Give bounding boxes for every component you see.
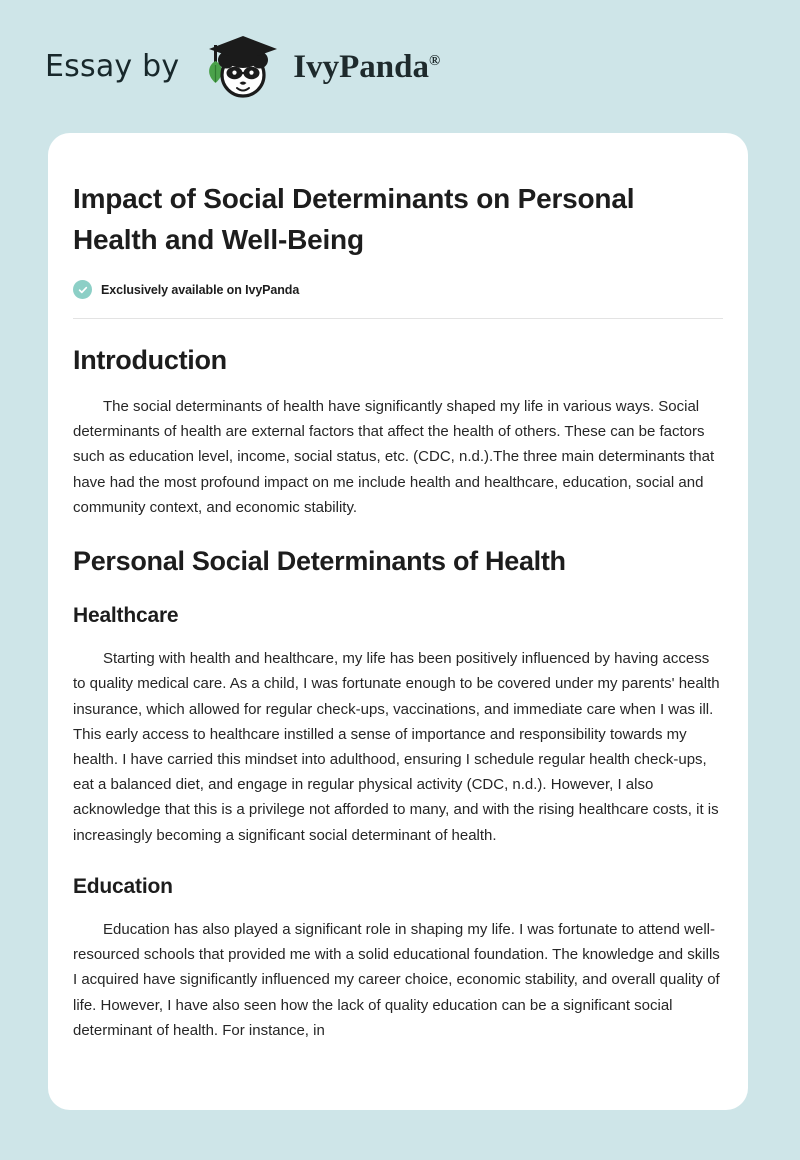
brand-name-text: IvyPanda [293, 49, 430, 85]
section-heading-education: Education [73, 874, 173, 898]
section-paragraph-education: Education has also played a significant role in shaping my life. I was fortunate to attend well-resourced schools that provided me with a solid educational foundation. The knowledge and skills I acquired have significantly influenced my career choice, economic stability, and overall quality of life. However, I have also seen how the lack of quality education can be a significant social determinant of health. For instance, in [73, 921, 720, 1039]
header-divider [73, 318, 723, 319]
essay-content [73, 178, 723, 1043]
brand-header [0, 0, 800, 133]
section-heading-introduction: Introduction [73, 345, 227, 375]
check-circle-icon [73, 280, 92, 299]
exclusive-availability-label: Exclusively available on IvyPanda [101, 282, 300, 297]
section-heading-personal-social-determinants: Personal Social Determinants of Health [73, 546, 566, 577]
essay-by-label: Essay by [45, 48, 180, 84]
section-heading-healthcare: Healthcare [73, 604, 179, 628]
registered-trademark-mark: ® [429, 53, 441, 69]
exclusive-availability-badge [73, 280, 723, 299]
page-title: Impact of Social Determinants on Personal Health and Well-Being [73, 183, 635, 255]
essay-paper-card [48, 133, 748, 1110]
panda-graduate-icon [193, 31, 289, 103]
section-paragraph-healthcare: Starting with health and healthcare, my life has been positively influenced by having access to quality medical care. As a child, I was fortunate enough to be covered under my parents' health insurance, which allowed for regular check-ups, vaccinations, and immediate care when I was ill. This early access to healthcare instilled a sense of importance and responsibility towards my health. I have carried this mindset into adulthood, ensuring I schedule regular health check-ups, eat a balanced diet, and engage in regular physical activity (CDC, n.d.). However, I also acknowledge that this is a privilege not afforded to many, and with the rising healthcare costs, it is increasingly becoming a significant social determinant of health. [73, 650, 720, 844]
section-paragraph-introduction: The social determinants of health have significantly shaped my life in various ways. Social determinants of health are external factors that affect the health of others. These can be factors such as education level, income, social status, etc. (CDC, n.d.).The three main determinants that have had the most profound impact on me include health and healthcare, education, social and community context, and economic stability. [73, 398, 715, 516]
ivypanda-wordmark [293, 51, 440, 84]
ivypanda-logo-lockup[interactable] [45, 31, 440, 103]
